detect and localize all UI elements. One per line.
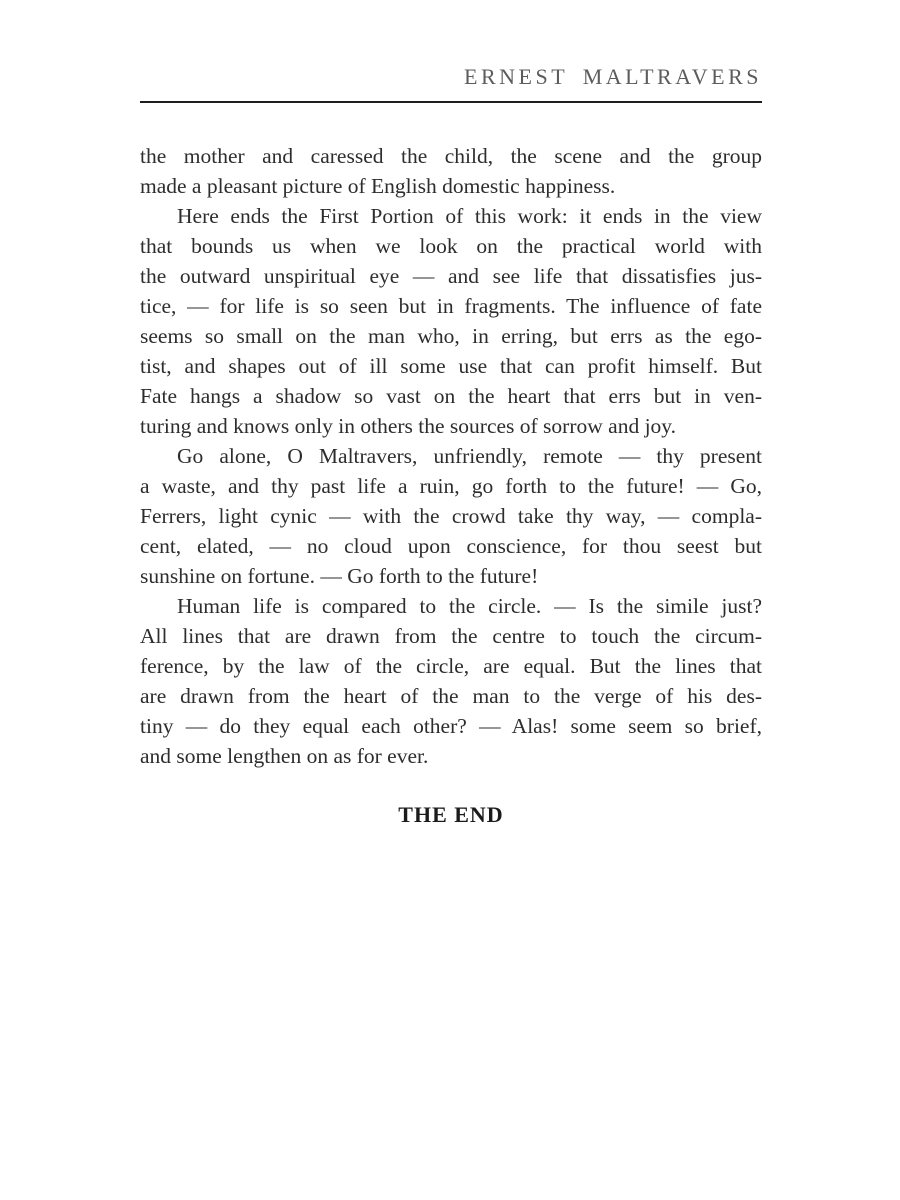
the-end-label: THE END <box>398 802 504 827</box>
paragraph <box>140 141 762 201</box>
text-line: Ferrers, light cynic — with the crowd take thy way, — compla- <box>140 504 762 528</box>
text-line: tice, — for life is so seen but in fragments. The influence of fate <box>140 294 762 318</box>
running-header <box>140 64 762 90</box>
text-line: All lines that are drawn from the centre to touch the circum- <box>140 624 762 648</box>
text-line: sunshine on fortune. — Go forth to the future! <box>140 564 539 588</box>
running-header-title: ERNEST MALTRAVERS <box>464 64 762 89</box>
text-column <box>140 0 762 1200</box>
text-line: a waste, and thy past life a ruin, go forth to the future! — Go, <box>140 474 762 498</box>
text-line: cent, elated, — no cloud upon conscience, for thou seest but <box>140 534 762 558</box>
text-line: Fate hangs a shadow so vast on the heart that errs but in ven- <box>140 384 762 408</box>
header-rule <box>140 101 762 103</box>
text-line: the outward unspiritual eye — and see life that dissatisfies jus- <box>140 264 762 288</box>
text-line: tist, and shapes out of ill some use that can profit himself. But <box>140 354 762 378</box>
page-body <box>140 141 762 771</box>
text-line: Here ends the First Portion of this work: it ends in the view <box>177 204 762 228</box>
text-line: made a pleasant picture of English domestic happiness. <box>140 174 616 198</box>
text-line: that bounds us when we look on the practical world with <box>140 234 762 258</box>
text-line: turing and knows only in others the sources of sorrow and joy. <box>140 414 677 438</box>
text-line: seems so small on the man who, in erring, but errs as the ego- <box>140 324 762 348</box>
text-line: Human life is compared to the circle. — Is the simile just? <box>177 594 762 618</box>
paragraph <box>140 441 762 591</box>
text-line: Go alone, O Maltravers, unfriendly, remote — thy present <box>177 444 762 468</box>
text-line: and some lengthen on as for ever. <box>140 744 429 768</box>
paragraph <box>140 591 762 771</box>
text-line: ference, by the law of the circle, are equal. But the lines that <box>140 654 762 678</box>
text-line: the mother and caressed the child, the scene and the group <box>140 144 762 168</box>
text-line: are drawn from the heart of the man to the verge of his des- <box>140 684 762 708</box>
paragraph <box>140 201 762 441</box>
text-line: tiny — do they equal each other? — Alas! some seem so brief, <box>140 714 762 738</box>
